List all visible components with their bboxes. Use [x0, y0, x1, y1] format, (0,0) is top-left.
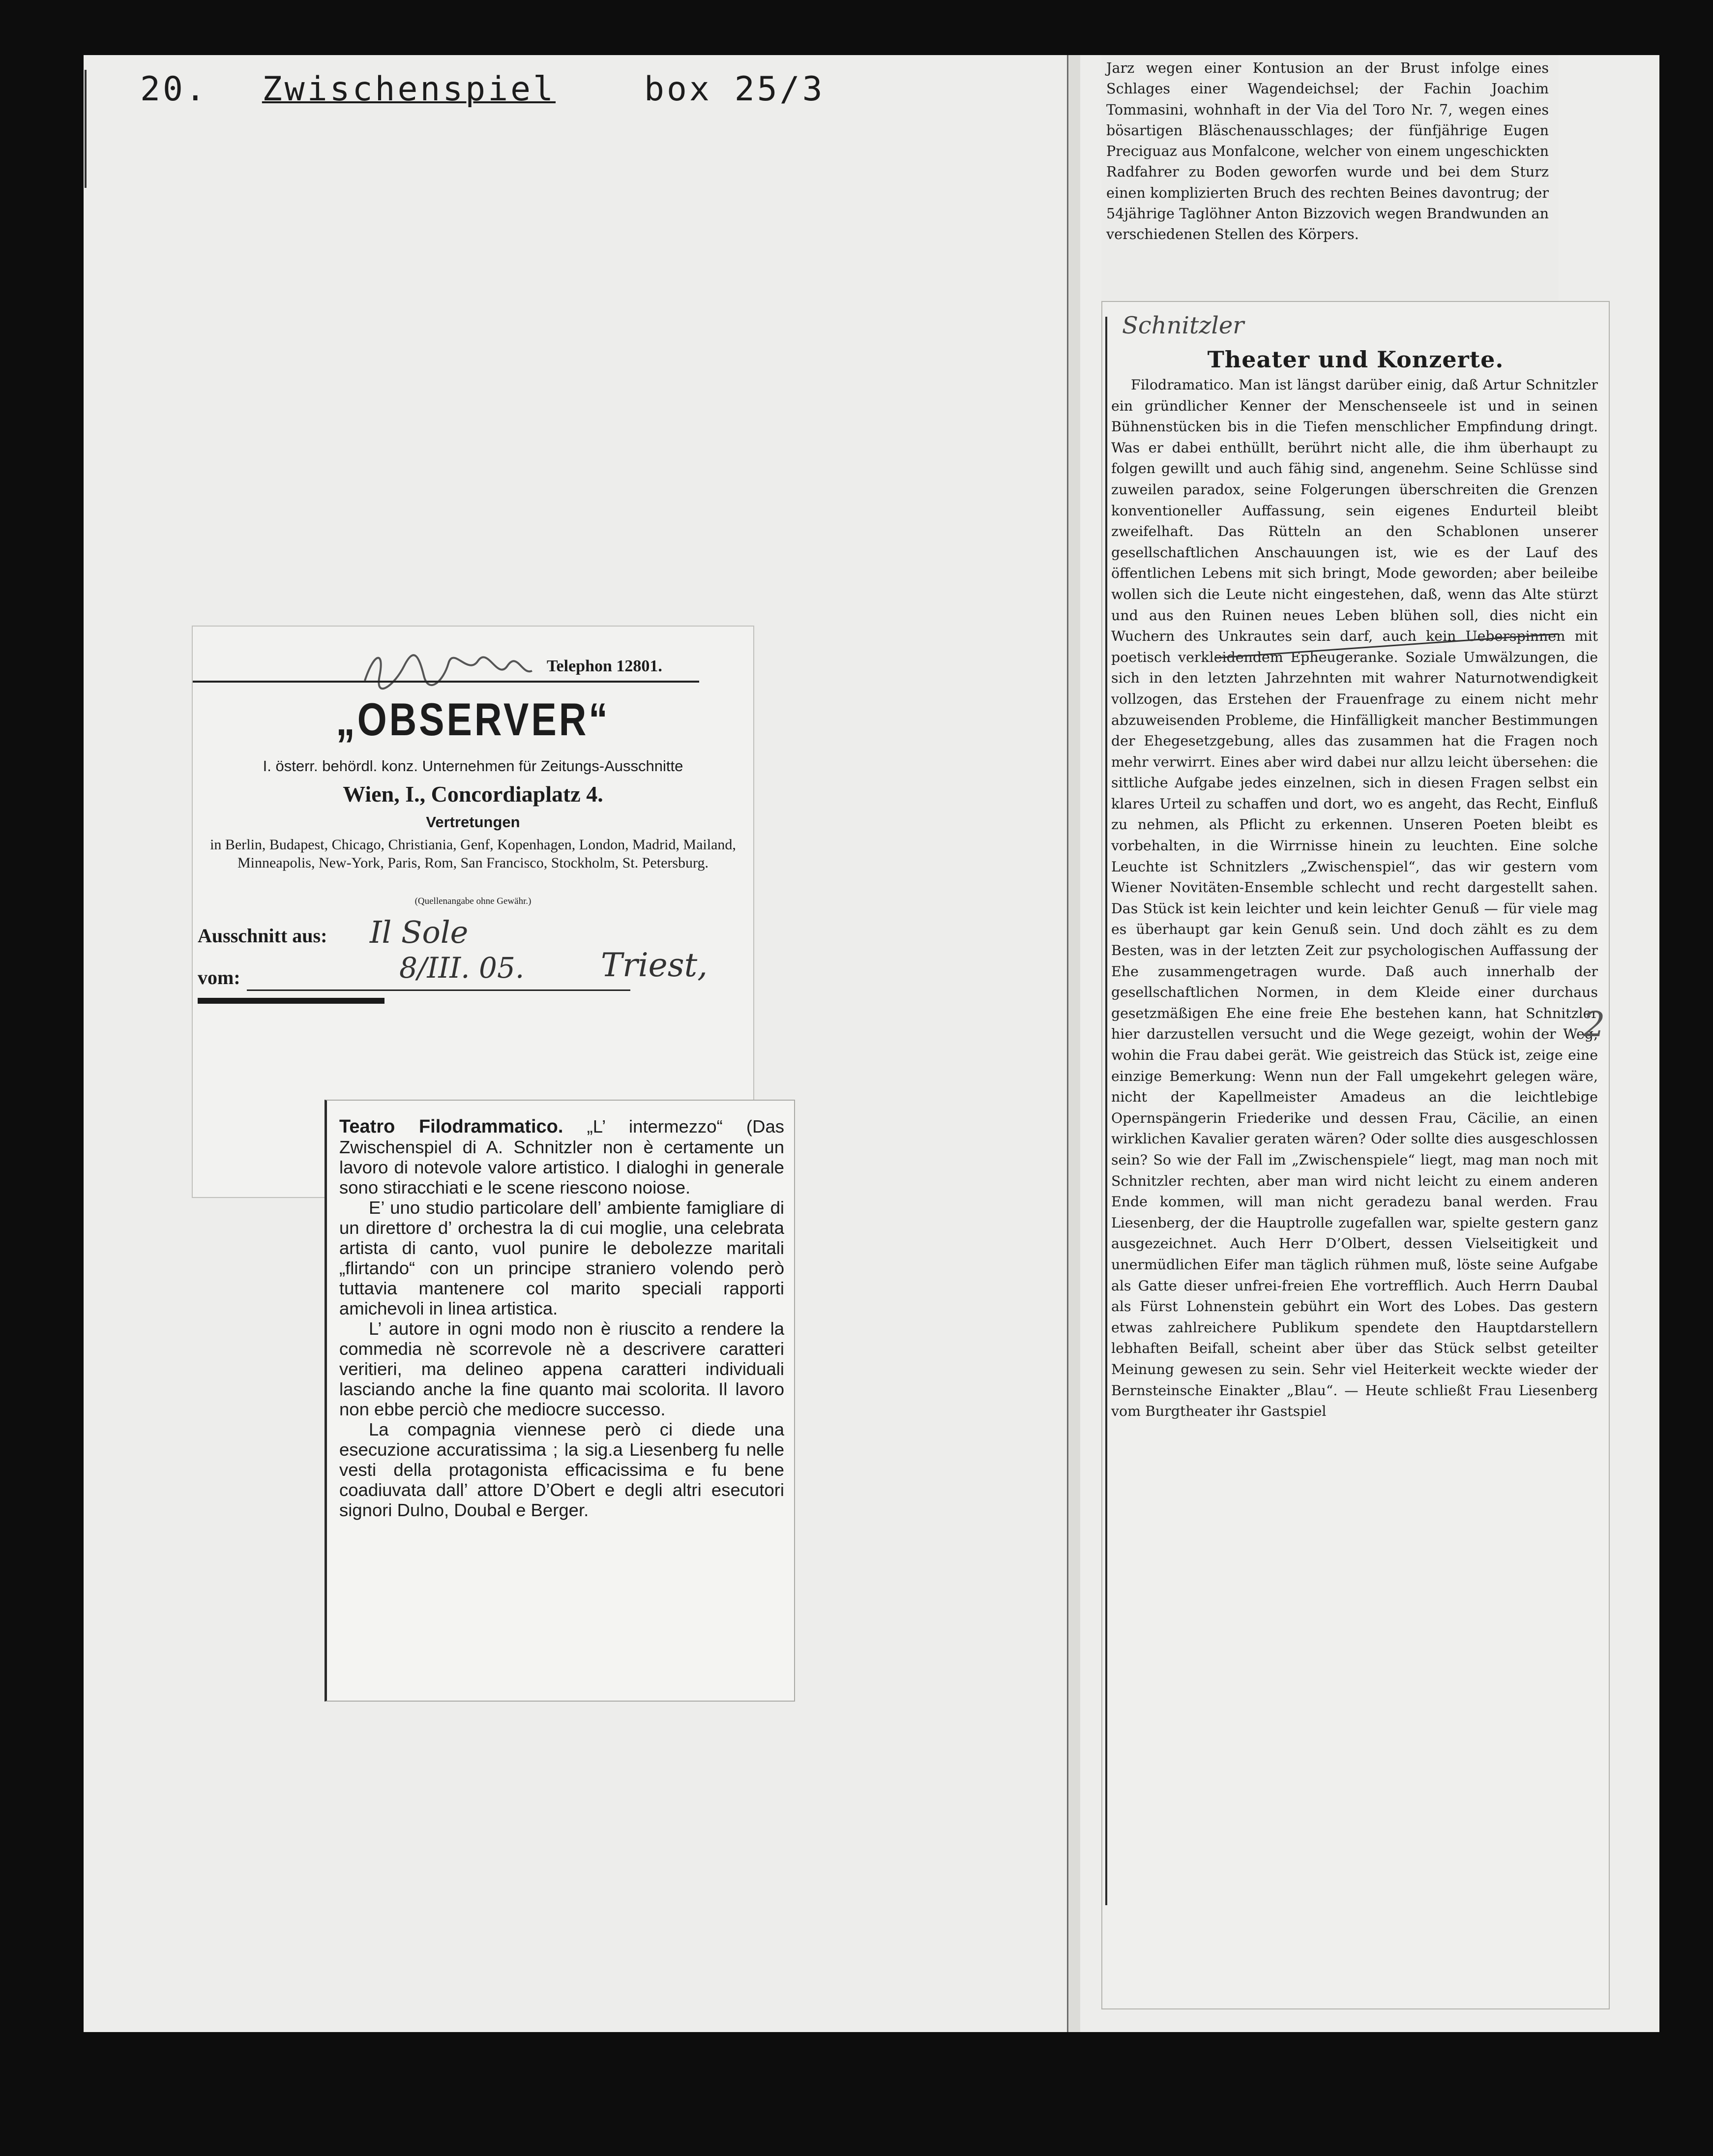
archive-box: box 25/3 — [644, 70, 825, 109]
italian-paragraph: E’ uno studio particolare dell’ ambiente famigliare di un direttore d’ orchestra la di cui moglie, una celebrata artista di canto, vuol punire le debolezze maritali „flirtando“ con un principe straniero volendo però tuttavia mantenere col marito speciali rapporti amichevoli in linea artistica. — [339, 1198, 784, 1318]
italian-paragraph: L’ autore in ogni modo non è riuscito a rendere la commedia nè scorrevole nè a descrivere caratteri veritieri, ma delineo appena caratteri individuali lasciando anche la fine quanto mai scolorita. Il lavoro non ebbe perciò che mediocre successo. — [339, 1318, 784, 1419]
representations-label: Vertretungen — [426, 813, 520, 831]
date-label: vom: — [198, 966, 240, 988]
clipping-from-label: Ausschnitt aus: — [198, 925, 327, 947]
german-headline: Theater und Konzerte. — [1207, 346, 1504, 373]
page-fold — [1067, 55, 1080, 2032]
clipping-from-handwritten: Il Sole — [370, 914, 469, 950]
italian-title: Teatro Filodrammatico. — [339, 1116, 563, 1137]
german-newspaper-clipping — [1101, 301, 1610, 2009]
brand-tagline: I. österr. behördl. konz. Unternehmen für Zeitungs-Ausschnitte — [263, 757, 683, 775]
german-article — [1111, 375, 1598, 1422]
italian-paragraph: La compagnia viennese però ci diede una esecuzione accuratissima ; la sig.a Liesenberg fu nelle vesti della protagonista efficacissima e fu bene coadiuvata dall’ attore D’Obert e degli altri esecutori signori Dulno, Doubal e Berger. — [339, 1419, 784, 1520]
clipping-border — [1105, 317, 1107, 1905]
city-handwritten: Triest, — [601, 946, 708, 984]
german-handwritten-note: Schnitzler — [1122, 312, 1244, 339]
thick-divider — [198, 998, 384, 1004]
handwritten-signature — [360, 646, 537, 690]
divider — [193, 681, 699, 683]
source-disclaimer: (Quellenangabe ohne Gewähr.) — [414, 896, 532, 906]
italian-newspaper-clipping — [325, 1100, 795, 1702]
italian-paragraph — [339, 1116, 784, 1198]
archive-section: Zwischenspiel — [262, 70, 556, 109]
italian-article — [339, 1116, 784, 1520]
german-article-text: Filodramatico. Man ist längst darüber einig, daß Artur Schnitzler ein gründlicher Kenner der Menschenseele ist und in seinen Bühnenstücken bis in die Tiefen menschlicher Empfindung dringt. Was er dabei enthüllt, berührt nicht alle, die ihm überhaupt zu folgen gewillt und auch fähig sind, angenehm. Seine Schlüsse sind zuweilen paradox, seine Folgerungen überschreiten die Grenzen konventioneller Auffassung, sein eigenes Endurteil bleibt zweifelhaft. Das Rütteln an den Schablonen unserer gesellschaftlichen Anschauungen ist, wie es der Lauf des öffentlichen Lebens mit sich bringt, Mode geworden; aber beileibe wollen sich die Leute nicht eingestehen, daß, wenn das Alte stürzt und aus den Ruinen neues Leben blühen soll, dies nicht ein Wuchern des Unkrautes sein darf, auch kein Ueberspinnen mit poetisch verkleidendem Epheugeranke. Soziale Umwälzungen, die sich in den letzten Jahrzehnten mit wahrer Naturnotwendigkeit vollzogen, das Erstehen der Frauenfrage zu einem nicht mehr abzuweisenden Probleme, die Hinfälligkeit mancher Bestimmungen der Ehegesetzgebung, alles das zusammen hat die Fragen noch mehr verwirrt. Eines aber wird dabei nur allzu leicht übersehen: die sittliche Aufgabe jedes einzelnen, sich in diesen Fragen selbst ein klares Urteil zu schaffen und dort, wo es angeht, das Recht, Einfluß zu nehmen, als Pflicht zu erkennen. Unseren Poeten bleibt es vorbehalten, in die Wirrnisse hinein zu leuchten. Eine solche Leuchte ist Schnitzlers „Zwischenspiel“, das wir gestern vom Wiener Novitäten-Ensemble schlecht und recht dargestellt sahen. Das Stück ist kein leichter und kein leichter Genuß — für viele mag es überhaupt gar kein Genuß sein. Und doch zählt es zu dem Besten, was in der letzten Zeit zur psychologischen Auffassung der Ehe zusammengetragen wurde. Daß auch innerhalb der gesellschaftlichen Normen, in dem Kleide einer durchaus gesetzmäßigen Ehe eine freie Ehe bestehen kann, hat Schnitzler hier darzustellen versucht und die Wege gezeigt, wohin der Weg, wohin die Frau dabei gerät. Wie geistreich das Stück ist, zeige eine einzige Bemerkung: Wenn nun der Fall umgekehrt gelegen wäre, nicht der Kapellmeister Amadeus an die leichtlebige Opernspängerin Friederike und dessen Frau, Cäcilie, an einen wirklichen Kavalier geraten wären? Oder sollte dies ausgeschlossen sein? So wie der Fall im „Zwischenspiele“ liegt, mag man noch mit Schnitzler rechten, aber man wird nicht leicht zu einem anderen Ende kommen, will man nicht geradezu banal werden. Frau Liesenberg, der die Hauptrolle zugefallen war, spielte gestern ganz ausgezeichnet. Auch Herr D’Olbert, dessen Vielseitigkeit und unermüdlichen Eifer man täglich rühmen muß, löste seine Aufgabe als Gatte dieser unfrei-freien Ehe vortrefflich. Auch Herrn Daubal als Fürst Lohnenstein gebührt ein Wort des Lobes. Das gestern etwas zahlreichere Publikum spendete den Hauptdarstellern lebhaften Beifall, scheint aber über das Stück selbst geteilter Meinung gewesen zu sein. Sehr viel Heiterkeit weckte wieder der Bernsteinsche Einakter „Blau“. — Heute schließt Frau Liesenberg vom Burgtheater ihr Gastspiel — [1111, 377, 1598, 1420]
italian-paragraph-text: „L’ intermezzo“ (Das Zwischenspiel di A. Schnitzler non è certamente un lavoro di notevole valore artistico. I dialoghi in generale sono stiracchiati e le scene riescono noiose. — [339, 1116, 784, 1198]
date-line — [247, 989, 630, 991]
archive-sheet — [84, 55, 1659, 2032]
archive-number: 20. — [140, 70, 208, 109]
german-top-text: Jarz wegen einer Kontusion an der Brust infolge eines Schlages einer Wagendeichsel; der Fachin Joachim Tommasini, wohnhaft in der Via del Toro Nr. 7, wegen eines bösartigen Bläschenausschlages; der fünfjährige Eugen Preciguaz aus Monfalcone, welcher von einem ungeschickten Radfahrer zu Boden geworfen wurde und bei dem Sturz einen komplizierten Bruch des rechten Beines davontrug; der 54jährige Taglöhner Anton Bizzovich wegen Brandwunden an verschiedenen Stellen des Körpers. — [1106, 60, 1549, 243]
telephone-number: Telephon 12801. — [547, 657, 662, 675]
date-handwritten: 8/III. 05. — [399, 951, 525, 985]
brand-name: „OBSERVER“ — [336, 693, 610, 745]
brand-address: Wien, I., Concordiaplatz 4. — [343, 781, 603, 807]
german-clipping-top-fragment — [1101, 55, 1559, 306]
margin-mark: 2 — [1583, 1004, 1605, 1045]
corner-mark — [85, 70, 91, 188]
representations-cities: in Berlin, Budapest, Chicago, Christiania, Genf, Kopenhagen, London, Madrid, Mailand, Minneapolis, New-York, Paris, Rom, San Francisco, Stockholm, St. Petersburg. — [210, 837, 736, 871]
archive-label — [140, 70, 825, 124]
